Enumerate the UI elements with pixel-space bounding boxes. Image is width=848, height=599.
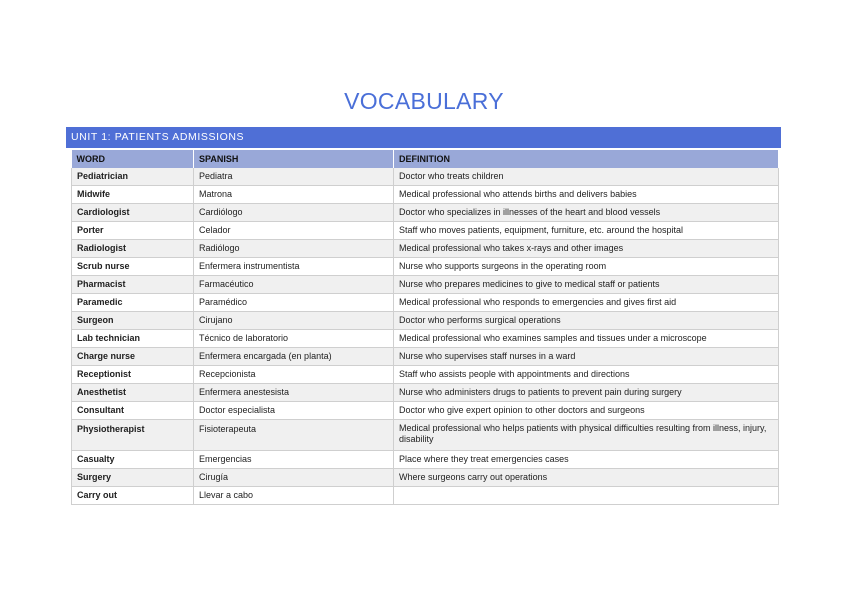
word-cell: Cardiologist bbox=[72, 204, 194, 222]
table-row bbox=[72, 384, 779, 402]
word-cell: Charge nurse bbox=[72, 348, 194, 366]
word-cell: Pediatrician bbox=[72, 168, 194, 186]
spanish-cell: Enfermera anestesista bbox=[194, 384, 394, 402]
spanish-cell: Pediatra bbox=[194, 168, 394, 186]
definition-cell: Nurse who prepares medicines to give to medical staff or patients bbox=[394, 276, 779, 294]
definition-cell: Nurse who supports surgeons in the operating room bbox=[394, 258, 779, 276]
header-definition: DEFINITION bbox=[394, 150, 779, 168]
table-row bbox=[72, 420, 779, 451]
spanish-cell: Fisioterapeuta bbox=[194, 420, 394, 451]
word-cell: Anesthetist bbox=[72, 384, 194, 402]
spanish-cell: Paramédico bbox=[194, 294, 394, 312]
table-row bbox=[72, 487, 779, 505]
word-cell: Scrub nurse bbox=[72, 258, 194, 276]
table-row bbox=[72, 222, 779, 240]
definition-cell: Doctor who specializes in illnesses of the heart and blood vessels bbox=[394, 204, 779, 222]
word-cell: Carry out bbox=[72, 487, 194, 505]
table-row bbox=[72, 294, 779, 312]
word-cell: Casualty bbox=[72, 451, 194, 469]
word-cell: Surgeon bbox=[72, 312, 194, 330]
definition-cell: Medical professional who attends births and delivers babies bbox=[394, 186, 779, 204]
definition-cell: Doctor who give expert opinion to other doctors and surgeons bbox=[394, 402, 779, 420]
word-cell: Lab technician bbox=[72, 330, 194, 348]
definition-cell: Staff who assists people with appointments and directions bbox=[394, 366, 779, 384]
word-cell: Midwife bbox=[72, 186, 194, 204]
spanish-cell: Técnico de laboratorio bbox=[194, 330, 394, 348]
table-row bbox=[72, 451, 779, 469]
header-word: WORD bbox=[72, 150, 194, 168]
definition-cell: Medical professional who responds to emergencies and gives first aid bbox=[394, 294, 779, 312]
spanish-cell: Cirugía bbox=[194, 469, 394, 487]
table-row bbox=[72, 276, 779, 294]
definition-cell: Medical professional who takes x-rays and other images bbox=[394, 240, 779, 258]
definition-cell: Where surgeons carry out operations bbox=[394, 469, 779, 487]
definition-cell: Staff who moves patients, equipment, furniture, etc. around the hospital bbox=[394, 222, 779, 240]
definition-cell: Doctor who treats children bbox=[394, 168, 779, 186]
word-cell: Paramedic bbox=[72, 294, 194, 312]
table-row bbox=[72, 168, 779, 186]
spanish-cell: Farmacéutico bbox=[194, 276, 394, 294]
spanish-cell: Recepcionista bbox=[194, 366, 394, 384]
table-row bbox=[72, 330, 779, 348]
word-cell: Surgery bbox=[72, 469, 194, 487]
definition-cell: Medical professional who examines samples and tissues under a microscope bbox=[394, 330, 779, 348]
spanish-cell: Enfermera instrumentista bbox=[194, 258, 394, 276]
word-cell: Physiotherapist bbox=[72, 420, 194, 451]
definition-cell: Nurse who supervises staff nurses in a ward bbox=[394, 348, 779, 366]
table-row bbox=[72, 348, 779, 366]
spanish-cell: Cirujano bbox=[194, 312, 394, 330]
spanish-cell: Cardiólogo bbox=[194, 204, 394, 222]
spanish-cell: Celador bbox=[194, 222, 394, 240]
spanish-cell: Matrona bbox=[194, 186, 394, 204]
spanish-cell: Emergencias bbox=[194, 451, 394, 469]
definition-cell: Medical professional who helps patients with physical difficulties resulting from illness, injury, disability bbox=[394, 420, 779, 451]
unit-banner: UNIT 1: PATIENTS ADMISSIONS bbox=[66, 127, 781, 148]
word-cell: Consultant bbox=[72, 402, 194, 420]
word-cell: Radiologist bbox=[72, 240, 194, 258]
definition-cell bbox=[394, 487, 779, 505]
table-row bbox=[72, 366, 779, 384]
header-spanish: SPANISH bbox=[194, 150, 394, 168]
word-cell: Porter bbox=[72, 222, 194, 240]
spanish-cell: Doctor especialista bbox=[194, 402, 394, 420]
definition-cell: Doctor who performs surgical operations bbox=[394, 312, 779, 330]
table-row bbox=[72, 469, 779, 487]
spanish-cell: Llevar a cabo bbox=[194, 487, 394, 505]
table-row bbox=[72, 258, 779, 276]
table-row bbox=[72, 402, 779, 420]
word-cell: Pharmacist bbox=[72, 276, 194, 294]
page-title: VOCABULARY bbox=[344, 88, 504, 114]
table-row bbox=[72, 204, 779, 222]
table-header-row bbox=[72, 150, 779, 168]
word-cell: Receptionist bbox=[72, 366, 194, 384]
table-row bbox=[72, 240, 779, 258]
table-row bbox=[72, 312, 779, 330]
spanish-cell: Radiólogo bbox=[194, 240, 394, 258]
definition-cell: Place where they treat emergencies cases bbox=[394, 451, 779, 469]
definition-cell: Nurse who administers drugs to patients to prevent pain during surgery bbox=[394, 384, 779, 402]
table-row bbox=[72, 186, 779, 204]
spanish-cell: Enfermera encargada (en planta) bbox=[194, 348, 394, 366]
vocabulary-table bbox=[71, 150, 779, 505]
